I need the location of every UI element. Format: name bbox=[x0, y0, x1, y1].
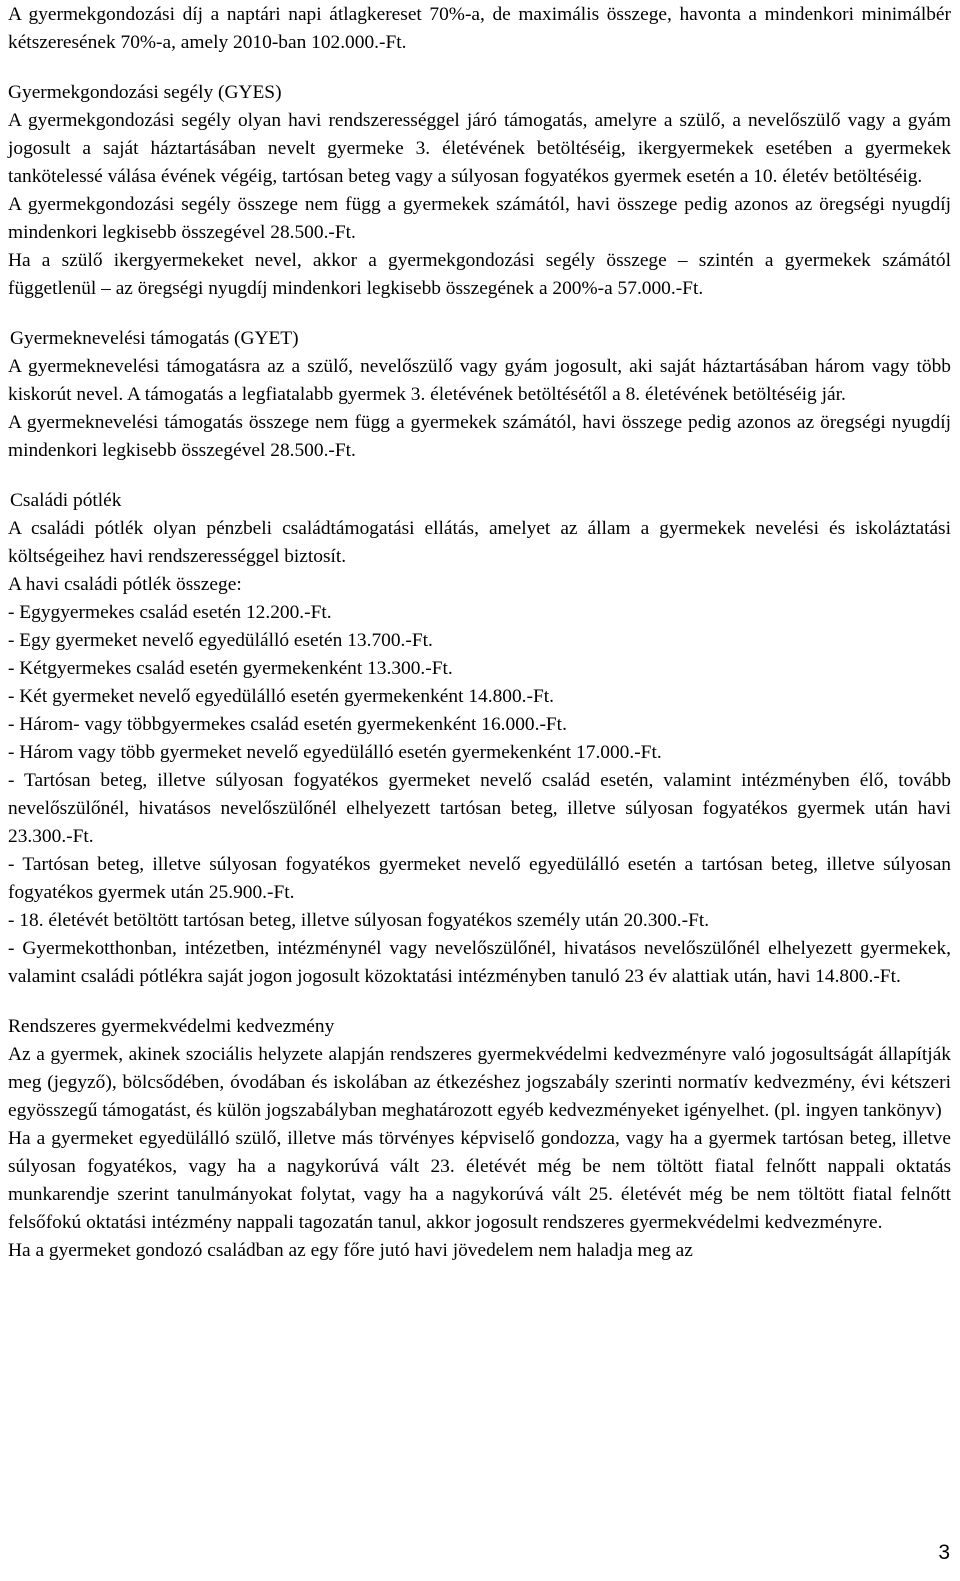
section-title: Családi pótlék bbox=[10, 490, 122, 511]
section-rendszeres-gyermekvedelmi-kedvezmeny bbox=[8, 1013, 951, 1265]
paragraph: A gyermekgondozási segély összege nem függ a gyermekek számától, havi összege pedig azonos az öregségi nyugdíj mindenkori legkisebb összegével 28.500.-Ft. bbox=[8, 194, 951, 243]
list-item: - Tartósan beteg, illetve súlyosan fogyatékos gyermeket nevelő család esetén, valamint intézményben élő, tovább nevelőszülőnél, hivatásos nevelőszülőnél elhelyezett tartósan beteg, illetve súlyosan fogyatékos gyermek után havi 23.300.-Ft. bbox=[8, 770, 951, 847]
list-item: - Kétgyermekes család esetén gyermekenként 13.300.-Ft. bbox=[8, 658, 453, 679]
paragraph: A gyermekgondozási segély olyan havi rendszerességgel járó támogatás, amelyre a szülő, a nevelőszülő vagy a gyám jogosult a saját háztartásában nevelt gyermeke 3. életévének betöltéséig, ikergyermekek esetében a gyermekek tankötelessé válása évének végéig, tartósan beteg vagy a súlyosan fogyatékos gyermek esetén a 10. életév betöltéséig. bbox=[8, 110, 951, 187]
list-item: - 18. életévét betöltött tartósan beteg, illetve súlyosan fogyatékos személy után 20.300.-Ft. bbox=[8, 910, 710, 931]
list-item: - Egy gyermeket nevelő egyedülálló esetén 13.700.-Ft. bbox=[8, 630, 433, 651]
paragraph: A gyermeknevelési támogatás összege nem függ a gyermekek számától, havi összege pedig azonos az öregségi nyugdíj mindenkori legkisebb összegével 28.500.-Ft. bbox=[8, 412, 951, 461]
paragraph: Ha a gyermeket gondozó családban az egy főre jutó havi jövedelem nem haladja meg az bbox=[8, 1240, 693, 1261]
page-number: 3 bbox=[938, 1541, 950, 1564]
list-item: - Három- vagy többgyermekes család esetén gyermekenként 16.000.-Ft. bbox=[8, 714, 567, 735]
list-item: - Egygyermekes család esetén 12.200.-Ft. bbox=[8, 602, 332, 623]
list-item: - Két gyermeket nevelő egyedülálló esetén gyermekenként 14.800.-Ft. bbox=[8, 686, 554, 707]
paragraph: Ha a szülő ikergyermekeket nevel, akkor a gyermekgondozási segély összege – szintén a gyermekek számától függetlenül – az öregségi nyugdíj mindenkori legkisebb összegének a 200%-a 57.000.-Ft. bbox=[8, 250, 951, 299]
section-gyes bbox=[8, 79, 951, 303]
list-item: - Három vagy több gyermeket nevelő egyedülálló esetén gyermekenként 17.000.-Ft. bbox=[8, 742, 662, 763]
paragraph: A családi pótlék olyan pénzbeli családtámogatási ellátás, amelyet az állam a gyermekek nevelési és iskoláztatási költségeihez havi rendszerességgel biztosít. bbox=[8, 518, 951, 567]
section-gyet bbox=[8, 325, 951, 465]
list-item: - Gyermekotthonban, intézetben, intézménynél vagy nevelőszülőnél, hivatásos nevelőszülőnél elhelyezett gyermekek, valamint családi pótlékra saját jogon jogosult közoktatási intézményben tanuló 23 év alattiak után, havi 14.800.-Ft. bbox=[8, 938, 951, 987]
paragraph: A havi családi pótlék összege: bbox=[8, 574, 242, 595]
paragraph: Ha a gyermeket egyedülálló szülő, illetve más törvényes képviselő gondozza, vagy ha a gyermek tartósan beteg, illetve súlyosan fogyatékos, vagy ha a nagykorúvá vált 23. életévét még be nem töltött fiatal felnőtt nappali oktatás munkarendje szerint tanulmányokat folytat, vagy ha a nagykorúvá vált 25. életévét még be nem töltött fiatal felnőtt felsőfokú oktatási intézmény nappali tagozatán tanul, akkor jogosult rendszeres gyermekvédelmi kedvezményre. bbox=[8, 1128, 951, 1233]
list-item: - Tartósan beteg, illetve súlyosan fogyatékos gyermeket nevelő egyedülálló esetén a tartósan beteg, illetve súlyosan fogyatékos gyermek után 25.900.-Ft. bbox=[8, 854, 951, 903]
section-title: Gyermeknevelési támogatás (GYET) bbox=[10, 328, 299, 349]
section-csaladi-potlek bbox=[8, 487, 951, 991]
paragraph: A gyermeknevelési támogatásra az a szülő, nevelőszülő vagy gyám jogosult, aki saját háztartásában három vagy több kiskorút nevel. A támogatás a legfiatalabb gyermek 3. életévének betöltésétől a 8. életévének betöltéséig jár. bbox=[8, 356, 951, 405]
section-title: Gyermekgondozási segély (GYES) bbox=[8, 82, 282, 103]
intro-paragraph: A gyermekgondozási díj a naptári napi átlagkereset 70%-a, de maximális összege, havonta a mindenkori minimálbér kétszeresének 70%-a, amely 2010-ban 102.000.-Ft. bbox=[8, 4, 951, 53]
paragraph: Az a gyermek, akinek szociális helyzete alapján rendszeres gyermekvédelmi kedvezményre való jogosultságát állapítják meg (jegyző), bölcsődében, óvodában és iskolában az étkezéshez jogszabály szerinti normatív kedvezmény, évi kétszeri egyösszegű támogatást, és külön jogszabályban meghatározott egyéb kedvezményeket igényelhet. (pl. ingyen tankönyv) bbox=[8, 1044, 951, 1121]
section-title: Rendszeres gyermekvédelmi kedvezmény bbox=[8, 1016, 335, 1037]
